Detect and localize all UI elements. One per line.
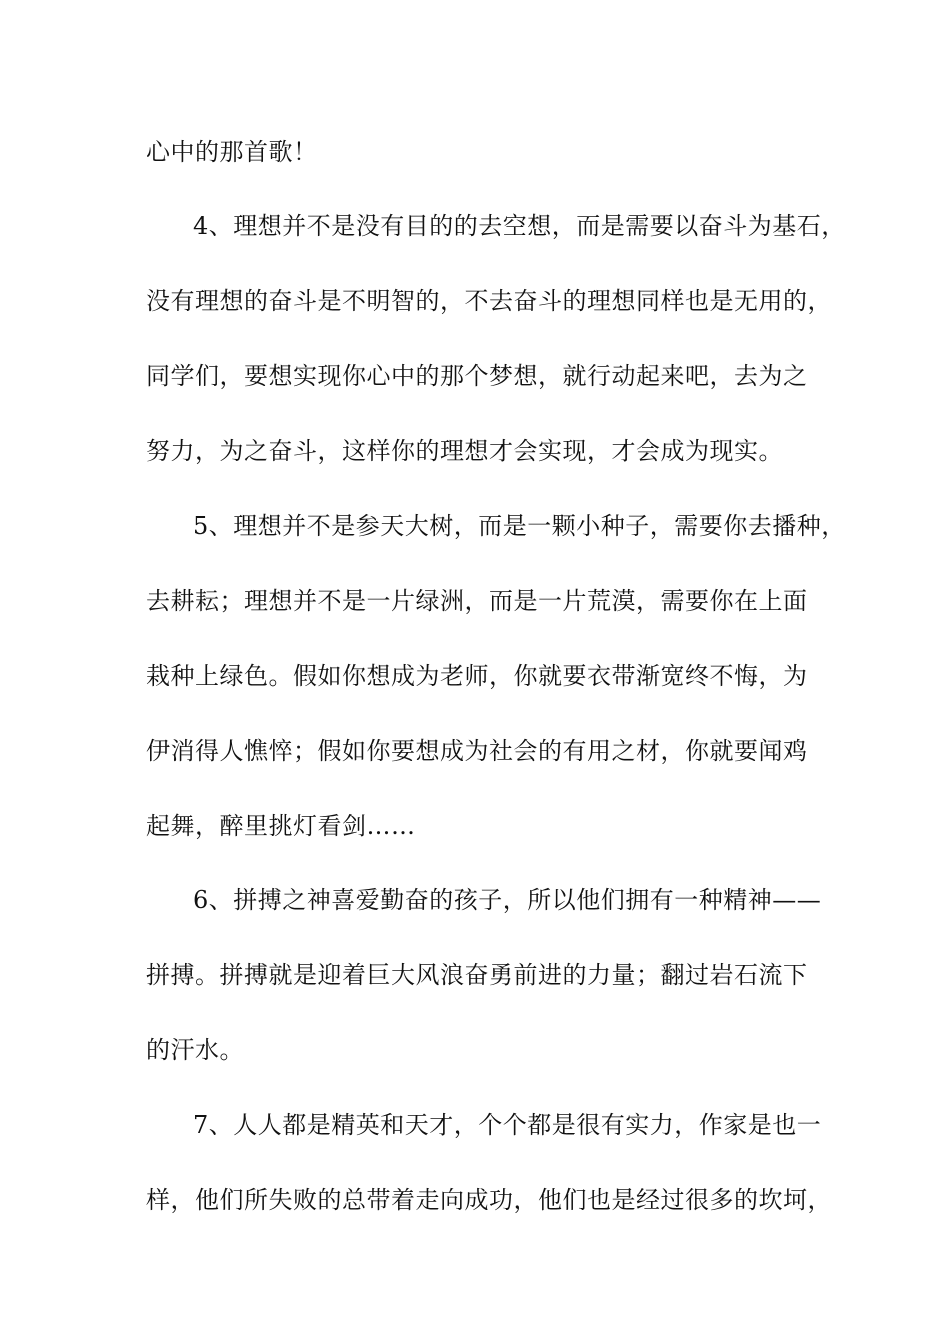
text-line: 样，他们所失败的总带着走向成功，他们也是经过很多的坎坷，	[146, 1186, 832, 1214]
text-line: 6、拼搏之神喜爱勤奋的孩子，所以他们拥有一种精神——	[193, 886, 822, 914]
text-line: 同学们，要想实现你心中的那个梦想，就行动起来吧，去为之	[146, 362, 808, 390]
text-line: 栽种上绿色。假如你想成为老师，你就要衣带渐宽终不悔，为	[146, 662, 808, 690]
text-line: 的汗水。	[146, 1036, 244, 1064]
text-line: 拼搏。拼搏就是迎着巨大风浪奋勇前进的力量；翻过岩石流下	[146, 961, 808, 989]
text-line: 努力，为之奋斗，这样你的理想才会实现，才会成为现实。	[146, 437, 783, 465]
text-line: 没有理想的奋斗是不明智的，不去奋斗的理想同样也是无用的，	[146, 287, 832, 315]
text-line: 4、理想并不是没有目的的去空想，而是需要以奋斗为基石，	[193, 212, 846, 240]
text-line: 去耕耘；理想并不是一片绿洲，而是一片荒漠，需要你在上面	[146, 587, 808, 615]
text-line: 心中的那首歌！	[146, 138, 318, 166]
text-line: 7、人人都是精英和天才，个个都是很有实力，作家是也一	[193, 1111, 822, 1139]
text-line: 起舞，醉里挑灯看剑……	[146, 812, 416, 840]
text-line: 伊消得人憔悴；假如你要想成为社会的有用之材，你就要闻鸡	[146, 737, 808, 765]
text-line: 5、理想并不是参天大树，而是一颗小种子，需要你去播种，	[193, 512, 846, 540]
